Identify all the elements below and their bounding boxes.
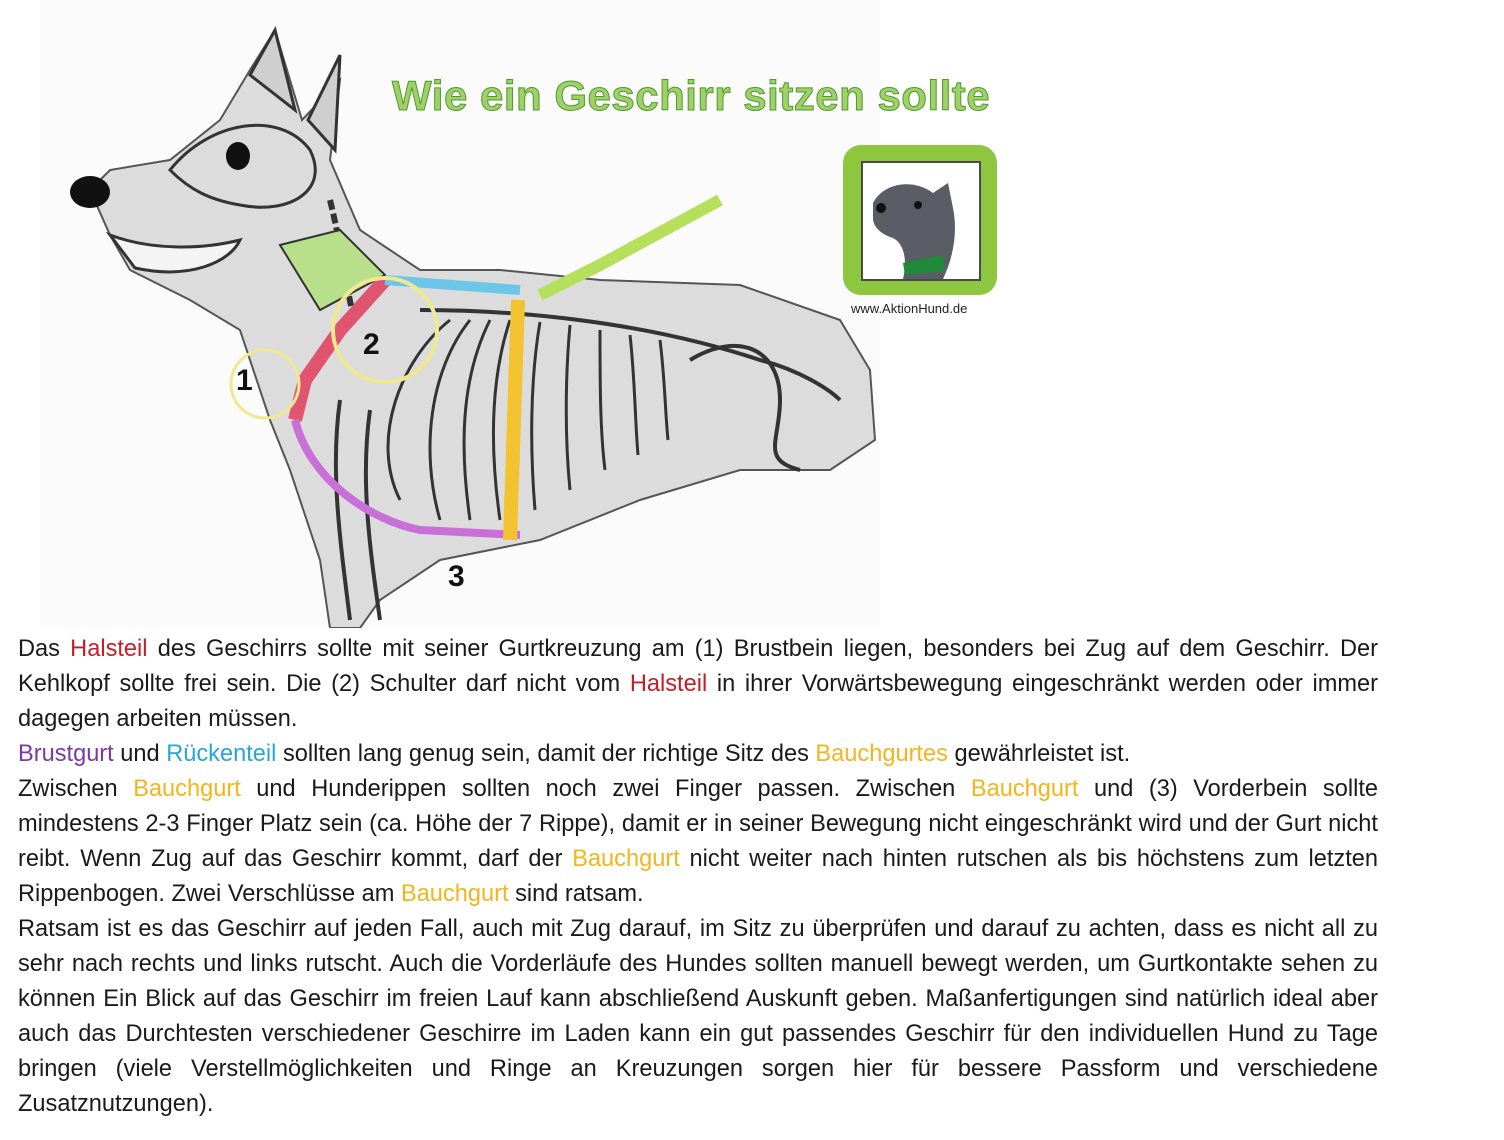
logo-url-text: www.AktionHund.de (851, 301, 968, 316)
paragraph (18, 912, 1378, 1122)
text-segment: des Geschirrs sollte mit seiner Gurtkreuzung am (1) Brustbein liegen, besonders bei Zug auf dem Geschirr. Der Kehlkopf sollte frei sein. Die (2) Schulter darf nicht vom (18, 636, 1378, 697)
body-text (18, 632, 1378, 1122)
highlighted-term: Halsteil (70, 636, 148, 662)
text-segment: Ratsam ist es das Geschirr auf jeden Fall, auch mit Zug darauf, im Sitz zu überprüfen und darauf zu achten, dass es nicht all zu sehr nach rechts und links rutscht. Auch die Vorderläufe des Hundes sollten manuell bewegt werden, um Gurtkontakte sehen zu können Ein Blick auf das Geschirr im freien Lauf kann abschließend Auskunft geben. Maßanfertigungen sind natürlich ideal aber auch das Durchtesten verschiedener Geschirre im Laden kann ein gut passendes Geschirr für den individuellen Hund zu Tage bringen (viele Verstellmöglichkeiten und Ringe an Kreuzungen sorgen hier für bessere Passform und verschiedene Zusatznutzungen). (18, 916, 1378, 1117)
text-segment: gewährleistet ist. (947, 741, 1131, 767)
text-segment: sind ratsam. (508, 881, 644, 907)
marker-label-3: 3 (448, 560, 465, 593)
highlighted-term: Bauchgurt (400, 881, 509, 907)
highlighted-term: Bauchgurt (572, 846, 680, 872)
marker-label-1: 1 (236, 364, 253, 397)
highlighted-term: Bauchgurt (970, 776, 1079, 802)
highlighted-term: Rückenteil (166, 741, 277, 767)
text-segment: Das (18, 636, 71, 662)
text-segment: Zwischen (18, 776, 134, 802)
dog-logo-icon (861, 161, 981, 281)
paragraph (18, 737, 1378, 772)
logo (843, 145, 997, 295)
highlighted-term: Bauchgurtes (815, 741, 948, 767)
paragraph (18, 632, 1378, 737)
text-segment: und Hunderippen sollten noch zwei Finger passen. Zwischen (240, 776, 971, 802)
highlighted-term: Brustgurt (18, 741, 114, 767)
marker-label-2: 2 (363, 328, 380, 361)
text-segment: und (3) Vorderbein sollte mindestens 2-3 Finger Platz sein (ca. Höhe der 7 Rippe), damit er in seiner Bewegung nicht eingeschränkt wird und der Gurt nicht reibt. Wenn Zug auf das Geschirr kommt, darf der (18, 776, 1378, 872)
text-segment: und (113, 741, 167, 767)
text-segment: sollten lang genug sein, damit der richtige Sitz des (276, 741, 816, 767)
text-segment: in ihrer Vorwärtsbewegung eingeschränkt werden oder immer dagegen arbeiten müssen. (18, 671, 1378, 732)
text-segment: nicht weiter nach hinten rutschen als bis höchstens zum letzten Rippenbogen. Zwei Verschlüsse am (18, 846, 1378, 907)
highlighted-term: Bauchgurt (133, 776, 241, 802)
bauchgurt-strap (510, 300, 518, 540)
highlighted-term: Halsteil (629, 671, 708, 697)
paragraph (18, 772, 1378, 912)
page-title: Wie ein Geschirr sitzen sollte (392, 72, 991, 119)
